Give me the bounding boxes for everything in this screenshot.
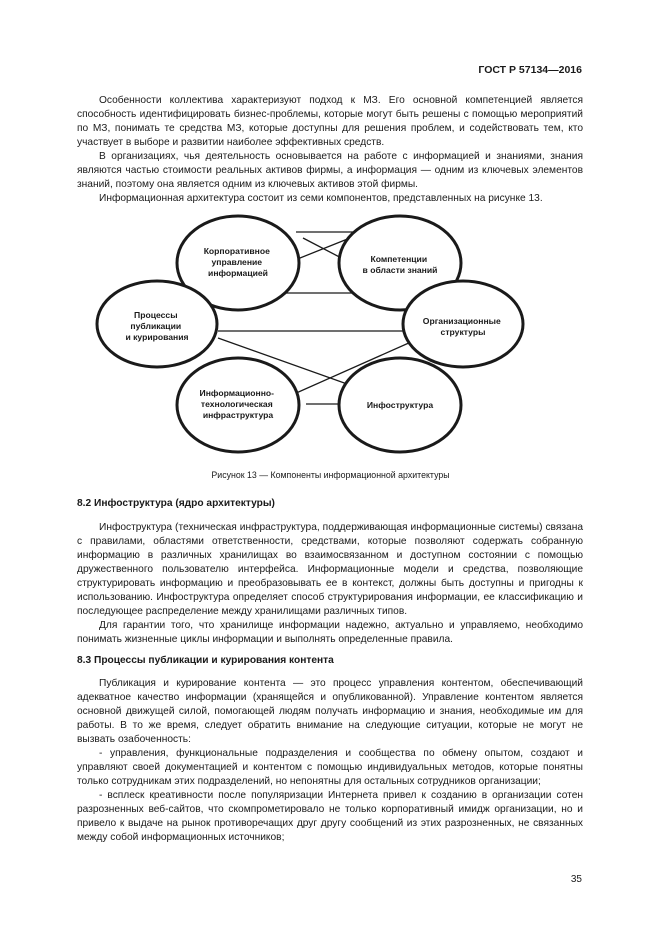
node-label: Информационно- технологическая инфраструктура [199, 388, 275, 420]
node-label: Процессы публикации и курирования [125, 310, 189, 342]
section-8-2-text [77, 521, 583, 647]
paragraph: Публикация и курирование контента — это процесс управления контентом, обеспечивающий адекватное качество информации (хранящейся и опубликованной). Управление контентом является основной движущей силой, помогающей людям получать информацию и знания, необходимые им для работы. В то же время, следует обратить внимание на следующие ситуации, которые не могут не вызвать озабоченность: [77, 678, 583, 745]
paragraph: Особенности коллектива характеризуют подход к МЗ. Его основной компетенцией является способность идентифицировать бизнес-проблемы, которые могут быть решены с помощью мероприятий по МЗ, понимать те средства МЗ, которые доступны для решения проблем, и содействовать тем, кто участвует в выборе и развитии наиболее эффективных средств. [77, 95, 583, 148]
page-number: 35 [570, 874, 582, 885]
node-label: Инфоструктура [366, 400, 434, 410]
paragraph: Для гарантии того, что хранилище информации надежно, актуально и управляемо, необходимо понимать жизненные циклы информации и выполнять определенные правила. [77, 620, 583, 645]
paragraph: Инфоструктура (техническая инфраструктура, поддерживающая информационные системы) связана с правилами, областями ответственности, средствами, которые позволяют содержать собранную информацию в различных хранилищах во взаимосвязанном и доступном состоянии с помощью дружественного пользователю интерфейса. Информационные модели и средства, позволяющие структурировать информацию и преобразовывать ее в контекст, должны быть доступны и пригодны к использованию. Инфоструктура определяет способ структурирования информации, ее классификацию и последующее распределение между хранилищами различных типов. [77, 522, 583, 617]
node-label: Компетенции в области знаний [362, 254, 438, 275]
standard-number: ГОСТ Р 57134—2016 [478, 64, 582, 76]
paragraph: Информационная архитектура состоит из семи компонентов, представленных на рисунке 13. [99, 193, 543, 204]
figure-caption: Рисунок 13 — Компоненты информационной архитектуры [211, 470, 450, 480]
node-label: Корпоративное управление информацией [203, 246, 270, 278]
section-heading: 8.2 Инфоструктура (ядро архитектуры) [77, 498, 275, 509]
paragraph: В организациях, чья деятельность основывается на работе с информацией и знаниями, знания являются частью стоимости реальных активов фирмы, а информация — одним из ключевых элементов знаний, поэтому она является одним из ключевых активов этой фирмы. [77, 151, 583, 190]
section-8-3-text [77, 677, 583, 845]
section-heading: 8.3 Процессы публикации и курирования контента [77, 655, 334, 666]
node-label: Организационные структуры [422, 316, 501, 337]
list-item: - всплеск креативности после популяризации Интернета привел к созданию в организации сотен разрозненных веб-сайтов, что скомпрометировало не только корпоративный имидж организации, но и привело к выдаче на рынок противоречащих друг другу сообщений из этих разрозненных, не связанных между собой информационных источников; [77, 790, 583, 843]
list-item: - управления, функциональные подразделения и сообщества по обмену опытом, создают и управляют своей документацией и контентом с помощью индивидуальных методов, которые понятны только сотрудникам этих подразделений, но непонятны для остальных сотрудников организации; [77, 748, 583, 787]
